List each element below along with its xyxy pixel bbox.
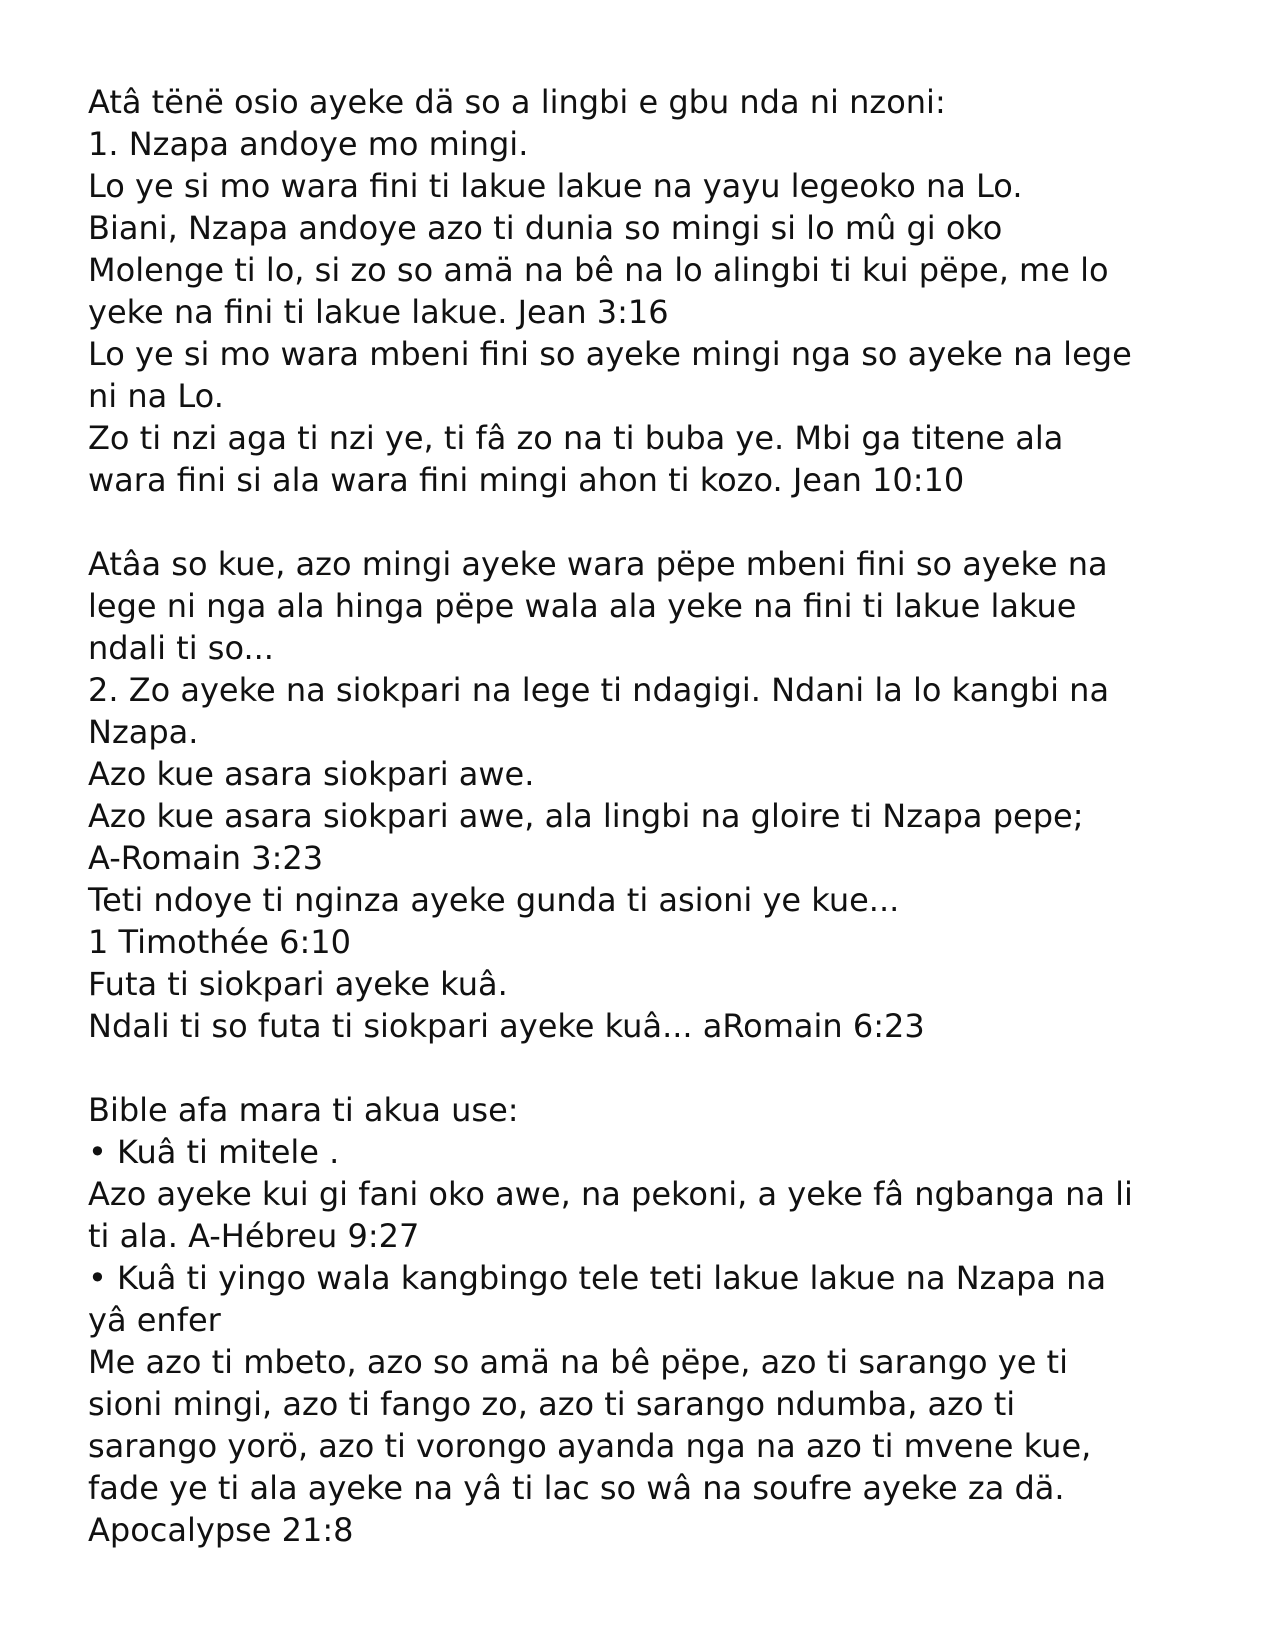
text-line: Azo kue asara siokpari awe, ala lingbi na gloire ti Nzapa pepe; bbox=[88, 797, 1084, 835]
text-line: Lo ye si mo wara fini ti lakue lakue na yayu legeoko na Lo. bbox=[88, 167, 1023, 205]
paragraph-gap bbox=[88, 501, 1208, 543]
text-line: Apocalypse 21:8 bbox=[88, 1511, 354, 1549]
text-line: Ndali ti so futa ti siokpari ayeke kuâ... aRomain 6:23 bbox=[88, 1007, 925, 1045]
paragraph-gap bbox=[88, 1047, 1208, 1089]
text-line: ti ala. A-Hébreu 9:27 bbox=[88, 1217, 420, 1255]
text-line: Azo ayeke kui gi fani oko awe, na pekoni, a yeke fâ ngbanga na li bbox=[88, 1175, 1133, 1213]
text-line: Zo ti nzi aga ti nzi ye, ti fâ zo na ti buba ye. Mbi ga titene ala bbox=[88, 419, 1064, 457]
text-line: Biani, Nzapa andoye azo ti dunia so mingi si lo mû gi oko bbox=[88, 209, 1003, 247]
text-line: A-Romain 3:23 bbox=[88, 839, 324, 877]
text-line: ndali ti so... bbox=[88, 629, 274, 667]
text-line: wara fini si ala wara fini mingi ahon ti kozo. Jean 10:10 bbox=[88, 461, 965, 499]
text-line: Futa ti siokpari ayeke kuâ. bbox=[88, 965, 508, 1003]
text-line: Molenge ti lo, si zo so amä na bê na lo alingbi ti kui pëpe, me lo bbox=[88, 251, 1109, 289]
text-line: Nzapa. bbox=[88, 713, 199, 751]
text-line: 2. Zo ayeke na siokpari na lege ti ndagigi. Ndani la lo kangbi na bbox=[88, 671, 1110, 709]
text-line: Lo ye si mo wara mbeni fini so ayeke mingi nga so ayeke na lege bbox=[88, 335, 1132, 373]
text-line: Atâ tënë osio ayeke dä so a lingbi e gbu nda ni nzoni: bbox=[88, 83, 946, 121]
paragraph-1 bbox=[88, 81, 1208, 501]
text-line: Me azo ti mbeto, azo so amä na bê pëpe, azo ti sarango ye ti bbox=[88, 1343, 1068, 1381]
text-line: Azo kue asara siokpari awe. bbox=[88, 755, 535, 793]
document-page bbox=[88, 81, 1208, 1551]
text-line: Bible afa mara ti akua use: bbox=[88, 1091, 519, 1129]
text-line: fade ye ti ala ayeke na yâ ti lac so wâ na soufre ayeke za dä. bbox=[88, 1469, 1065, 1507]
text-line: lege ni nga ala hinga pëpe wala ala yeke na fini ti lakue lakue bbox=[88, 587, 1077, 625]
text-line: sarango yorö, azo ti vorongo ayanda nga na azo ti mvene kue, bbox=[88, 1427, 1092, 1465]
text-line: • Kuâ ti yingo wala kangbingo tele teti lakue lakue na Nzapa na bbox=[88, 1259, 1107, 1297]
text-line: ni na Lo. bbox=[88, 377, 224, 415]
text-line: yâ enfer bbox=[88, 1301, 221, 1339]
text-line: sioni mingi, azo ti fango zo, azo ti sarango ndumba, azo ti bbox=[88, 1385, 1016, 1423]
paragraph-3 bbox=[88, 1089, 1208, 1551]
text-line: Atâa so kue, azo mingi ayeke wara pëpe mbeni fini so ayeke na bbox=[88, 545, 1108, 583]
text-line: yeke na fini ti lakue lakue. Jean 3:16 bbox=[88, 293, 669, 331]
paragraph-2 bbox=[88, 543, 1208, 1047]
text-line: 1. Nzapa andoye mo mingi. bbox=[88, 125, 529, 163]
text-line: Teti ndoye ti nginza ayeke gunda ti asioni ye kue... bbox=[88, 881, 900, 919]
text-line: 1 Timothée 6:10 bbox=[88, 923, 351, 961]
text-line: • Kuâ ti mitele . bbox=[88, 1133, 340, 1171]
